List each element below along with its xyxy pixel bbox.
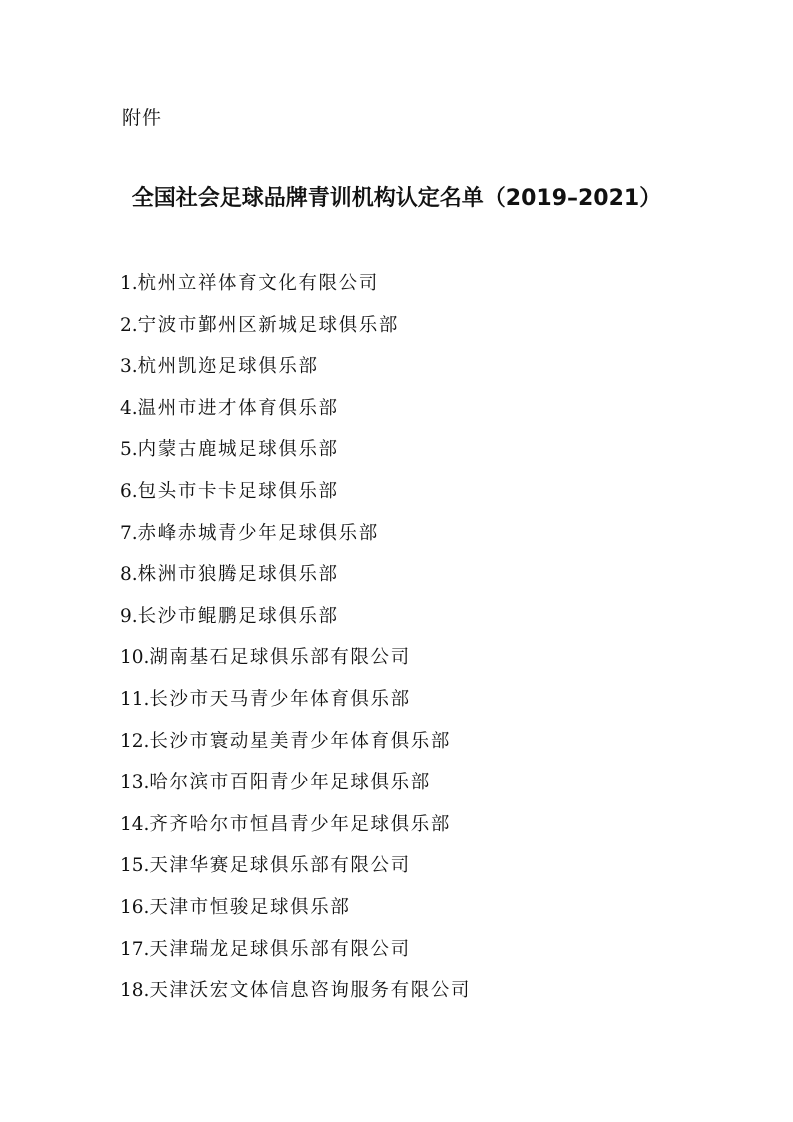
item-name: 长沙市寰动星美青少年体育俱乐部 xyxy=(149,730,451,752)
item-name: 株洲市狼腾足球俱乐部 xyxy=(137,564,339,586)
item-name: 内蒙古鹿城足球俱乐部 xyxy=(137,439,339,461)
list-item xyxy=(120,311,471,353)
item-number: 9. xyxy=(120,605,138,627)
list-item xyxy=(120,269,471,311)
list-item xyxy=(120,935,471,977)
item-name: 齐齐哈尔市恒昌青少年足球俱乐部 xyxy=(149,813,451,835)
item-name: 温州市进才体育俱乐部 xyxy=(137,397,339,419)
list-item xyxy=(120,352,471,394)
item-number: 11. xyxy=(120,688,150,710)
list-item xyxy=(120,685,471,727)
item-name: 长沙市鲲鹏足球俱乐部 xyxy=(137,605,339,627)
item-name: 湖南基石足球俱乐部有限公司 xyxy=(149,647,411,669)
item-number: 3. xyxy=(120,356,138,378)
item-name: 宁波市鄞州区新城足球俱乐部 xyxy=(137,314,399,336)
list-item xyxy=(120,893,471,935)
item-name: 天津市恒骏足球俱乐部 xyxy=(149,896,351,918)
list-item xyxy=(120,768,471,810)
list-item xyxy=(120,810,471,852)
list-item xyxy=(120,560,471,602)
item-name: 包头市卡卡足球俱乐部 xyxy=(137,480,339,502)
item-name: 杭州立祥体育文化有限公司 xyxy=(137,273,379,294)
list-item xyxy=(120,851,471,893)
list-item xyxy=(120,602,471,644)
item-number: 13. xyxy=(120,772,150,794)
document-title: 全国社会足球品牌青训机构认定名单（2019–2021） xyxy=(131,186,662,211)
item-number: 16. xyxy=(120,896,150,918)
item-number: 7. xyxy=(120,522,138,544)
list-item xyxy=(120,727,471,769)
item-name: 天津瑞龙足球俱乐部有限公司 xyxy=(149,938,411,960)
list-item xyxy=(120,435,471,477)
item-number: 17. xyxy=(120,938,150,960)
item-number: 12. xyxy=(120,730,150,752)
item-number: 18. xyxy=(120,980,150,1002)
item-name: 赤峰赤城青少年足球俱乐部 xyxy=(137,522,379,544)
item-number: 8. xyxy=(120,564,138,586)
organization-list xyxy=(120,269,471,1018)
list-item xyxy=(120,519,471,561)
item-number: 15. xyxy=(120,855,150,877)
item-name: 天津沃宏文体信息咨询服务有限公司 xyxy=(149,980,472,1002)
item-number: 10. xyxy=(120,647,150,669)
item-name: 杭州凯迩足球俱乐部 xyxy=(137,356,319,378)
item-name: 长沙市天马青少年体育俱乐部 xyxy=(149,688,411,710)
list-item xyxy=(120,477,471,519)
list-item xyxy=(120,976,471,1018)
item-number: 14. xyxy=(120,813,150,835)
item-number: 6. xyxy=(120,480,138,502)
list-item xyxy=(120,643,471,685)
item-number: 4. xyxy=(120,397,138,419)
item-number: 2. xyxy=(120,314,138,336)
list-item xyxy=(120,394,471,436)
item-number: 1. xyxy=(120,273,138,294)
item-number: 5. xyxy=(120,439,138,461)
item-name: 天津华赛足球俱乐部有限公司 xyxy=(149,855,411,877)
attachment-label: 附件 xyxy=(122,107,163,129)
item-name: 哈尔滨市百阳青少年足球俱乐部 xyxy=(149,772,431,794)
